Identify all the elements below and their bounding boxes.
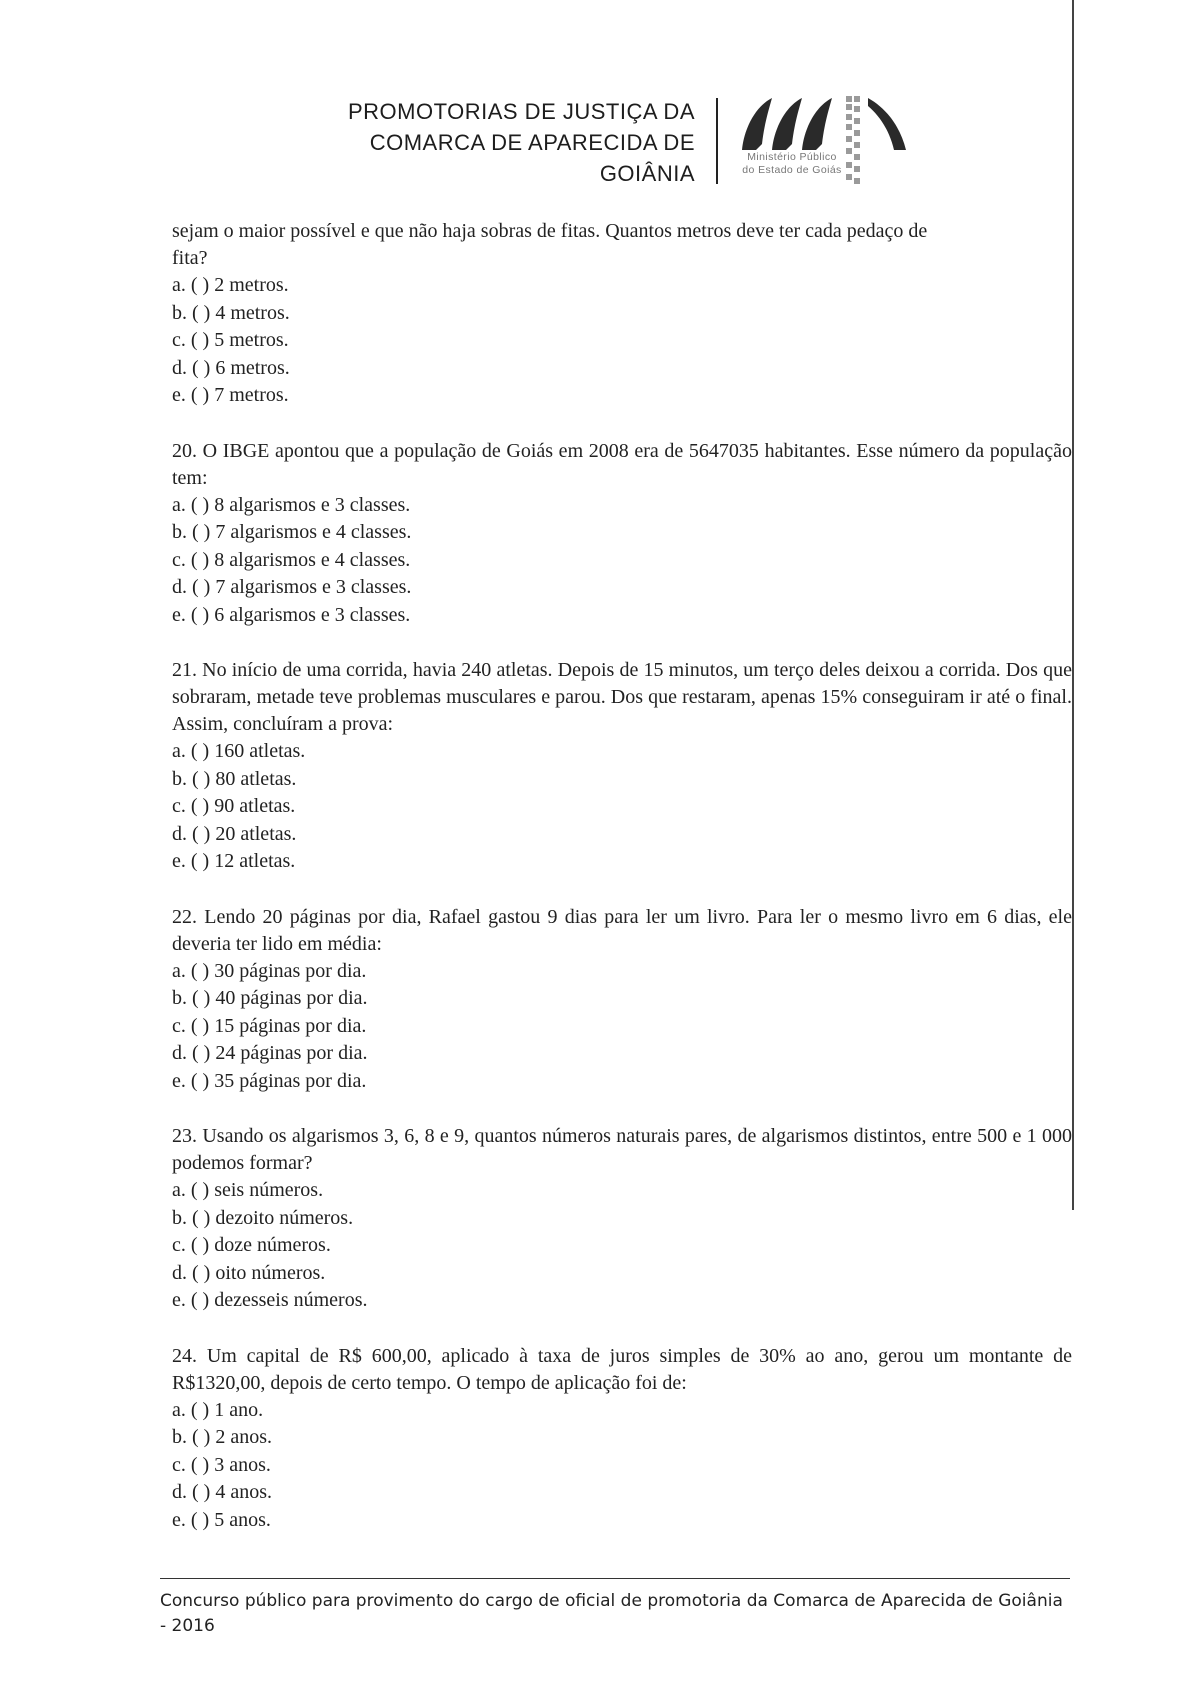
- answer-option: d. ( ) 24 páginas por dia.: [172, 1042, 368, 1064]
- question-stem: 23. Usando os algarismos 3, 6, 8 e 9, quantos números naturais pares, de algarismos distintos, entre 500 e 1 000 podemos formar?: [172, 1125, 1072, 1174]
- answer-option: d. ( ) 7 algarismos e 3 classes.: [172, 576, 412, 598]
- answer-option: c. ( ) 3 anos.: [172, 1453, 271, 1476]
- answer-option: b. ( ) 4 metros.: [172, 301, 290, 324]
- answer-option: a. ( ) 2 metros.: [172, 274, 289, 296]
- answer-option: a. ( ) 160 atletas.: [172, 740, 306, 762]
- answer-option: b. ( ) 7 algarismos e 4 classes.: [172, 521, 412, 543]
- answer-option: e. ( ) dezesseis números.: [172, 1289, 368, 1311]
- question-23: [172, 1123, 1072, 1315]
- answer-option: e. ( ) 12 atletas.: [172, 850, 296, 872]
- question-20: [172, 438, 1072, 630]
- answer-option: a. ( ) 8 algarismos e 3 classes.: [172, 493, 411, 516]
- answer-option: a. ( ) 1 ano.: [172, 1398, 264, 1421]
- question-21: [172, 657, 1072, 876]
- header-divider: [716, 98, 718, 184]
- answer-option: c. ( ) 15 páginas por dia.: [172, 1014, 367, 1037]
- continuation-line-2: fita?: [172, 247, 208, 269]
- question-24: [172, 1343, 1072, 1535]
- question-stem: 24. Um capital de R$ 600,00, aplicado à taxa de juros simples de 30% ao ano, gerou um montante de R$1320,00, depois de certo tempo. O tempo de aplicação foi de:: [172, 1344, 1072, 1394]
- question-stem: 20. O IBGE apontou que a população de Goiás em 2008 era de 5647035 habitantes. Esse número da população tem:: [172, 439, 1072, 489]
- answer-option: a. ( ) seis números.: [172, 1179, 324, 1201]
- exam-content: [172, 218, 1072, 1534]
- question-19-continuation: [172, 218, 1072, 410]
- answer-option: c. ( ) 90 atletas.: [172, 795, 296, 817]
- page-edge-line: [1072, 0, 1074, 1210]
- answer-option: d. ( ) 20 atletas.: [172, 822, 297, 845]
- answer-option: e. ( ) 5 anos.: [172, 1508, 271, 1531]
- question-22: [172, 904, 1072, 1096]
- footer-text: Concurso público para provimento do cargo de oficial de promotoria da Comarca de Aparecida de Goiânia - 2016: [160, 1591, 1063, 1636]
- ministerio-publico-logo-icon: [730, 92, 915, 192]
- answer-option: b. ( ) dezoito números.: [172, 1206, 354, 1229]
- header-title-line-2: COMARCA DE APARECIDA DE: [369, 130, 695, 155]
- answer-option: c. ( ) 8 algarismos e 4 classes.: [172, 548, 411, 571]
- answer-option: b. ( ) 80 atletas.: [172, 767, 297, 790]
- answer-option: d. ( ) 6 metros.: [172, 356, 290, 379]
- answer-option: c. ( ) doze números.: [172, 1234, 331, 1256]
- header-title-line-3: GOIÂNIA: [599, 161, 695, 186]
- answer-option: d. ( ) 4 anos.: [172, 1481, 272, 1503]
- answer-option: e. ( ) 6 algarismos e 3 classes.: [172, 603, 411, 626]
- header-title-line-1: PROMOTORIAS DE JUSTIÇA DA: [347, 99, 695, 124]
- question-stem: 21. No início de uma corrida, havia 240 atletas. Depois de 15 minutos, um terço deles deixou a corrida. Dos que sobraram, metade teve problemas musculares e parou. Dos que restaram, apenas 15% conseguiram ir até o final. Assim, concluíram a prova:: [172, 659, 1072, 735]
- question-stem: 22. Lendo 20 páginas por dia, Rafael gastou 9 dias para ler um livro. Para ler o mesmo livro em 6 dias, ele deveria ter lido em média:: [172, 905, 1072, 955]
- logo-caption: [737, 151, 847, 177]
- answer-option: c. ( ) 5 metros.: [172, 329, 289, 351]
- logo-caption-line-1: Ministério Público: [747, 151, 837, 163]
- continuation-line-1: sejam o maior possível e que não haja sobras de fitas. Quantos metros deve ter cada pedaço de: [172, 220, 928, 242]
- footer-divider: [160, 1578, 1070, 1579]
- answer-option: a. ( ) 30 páginas por dia.: [172, 959, 367, 982]
- answer-option: d. ( ) oito números.: [172, 1261, 326, 1284]
- logo-caption-line-2: do Estado de Goiás: [742, 164, 842, 176]
- answer-option: e. ( ) 35 páginas por dia.: [172, 1069, 367, 1092]
- answer-option: b. ( ) 40 páginas por dia.: [172, 987, 368, 1009]
- answer-option: e. ( ) 7 metros.: [172, 384, 289, 406]
- answer-option: b. ( ) 2 anos.: [172, 1426, 272, 1448]
- header-title: [348, 96, 695, 189]
